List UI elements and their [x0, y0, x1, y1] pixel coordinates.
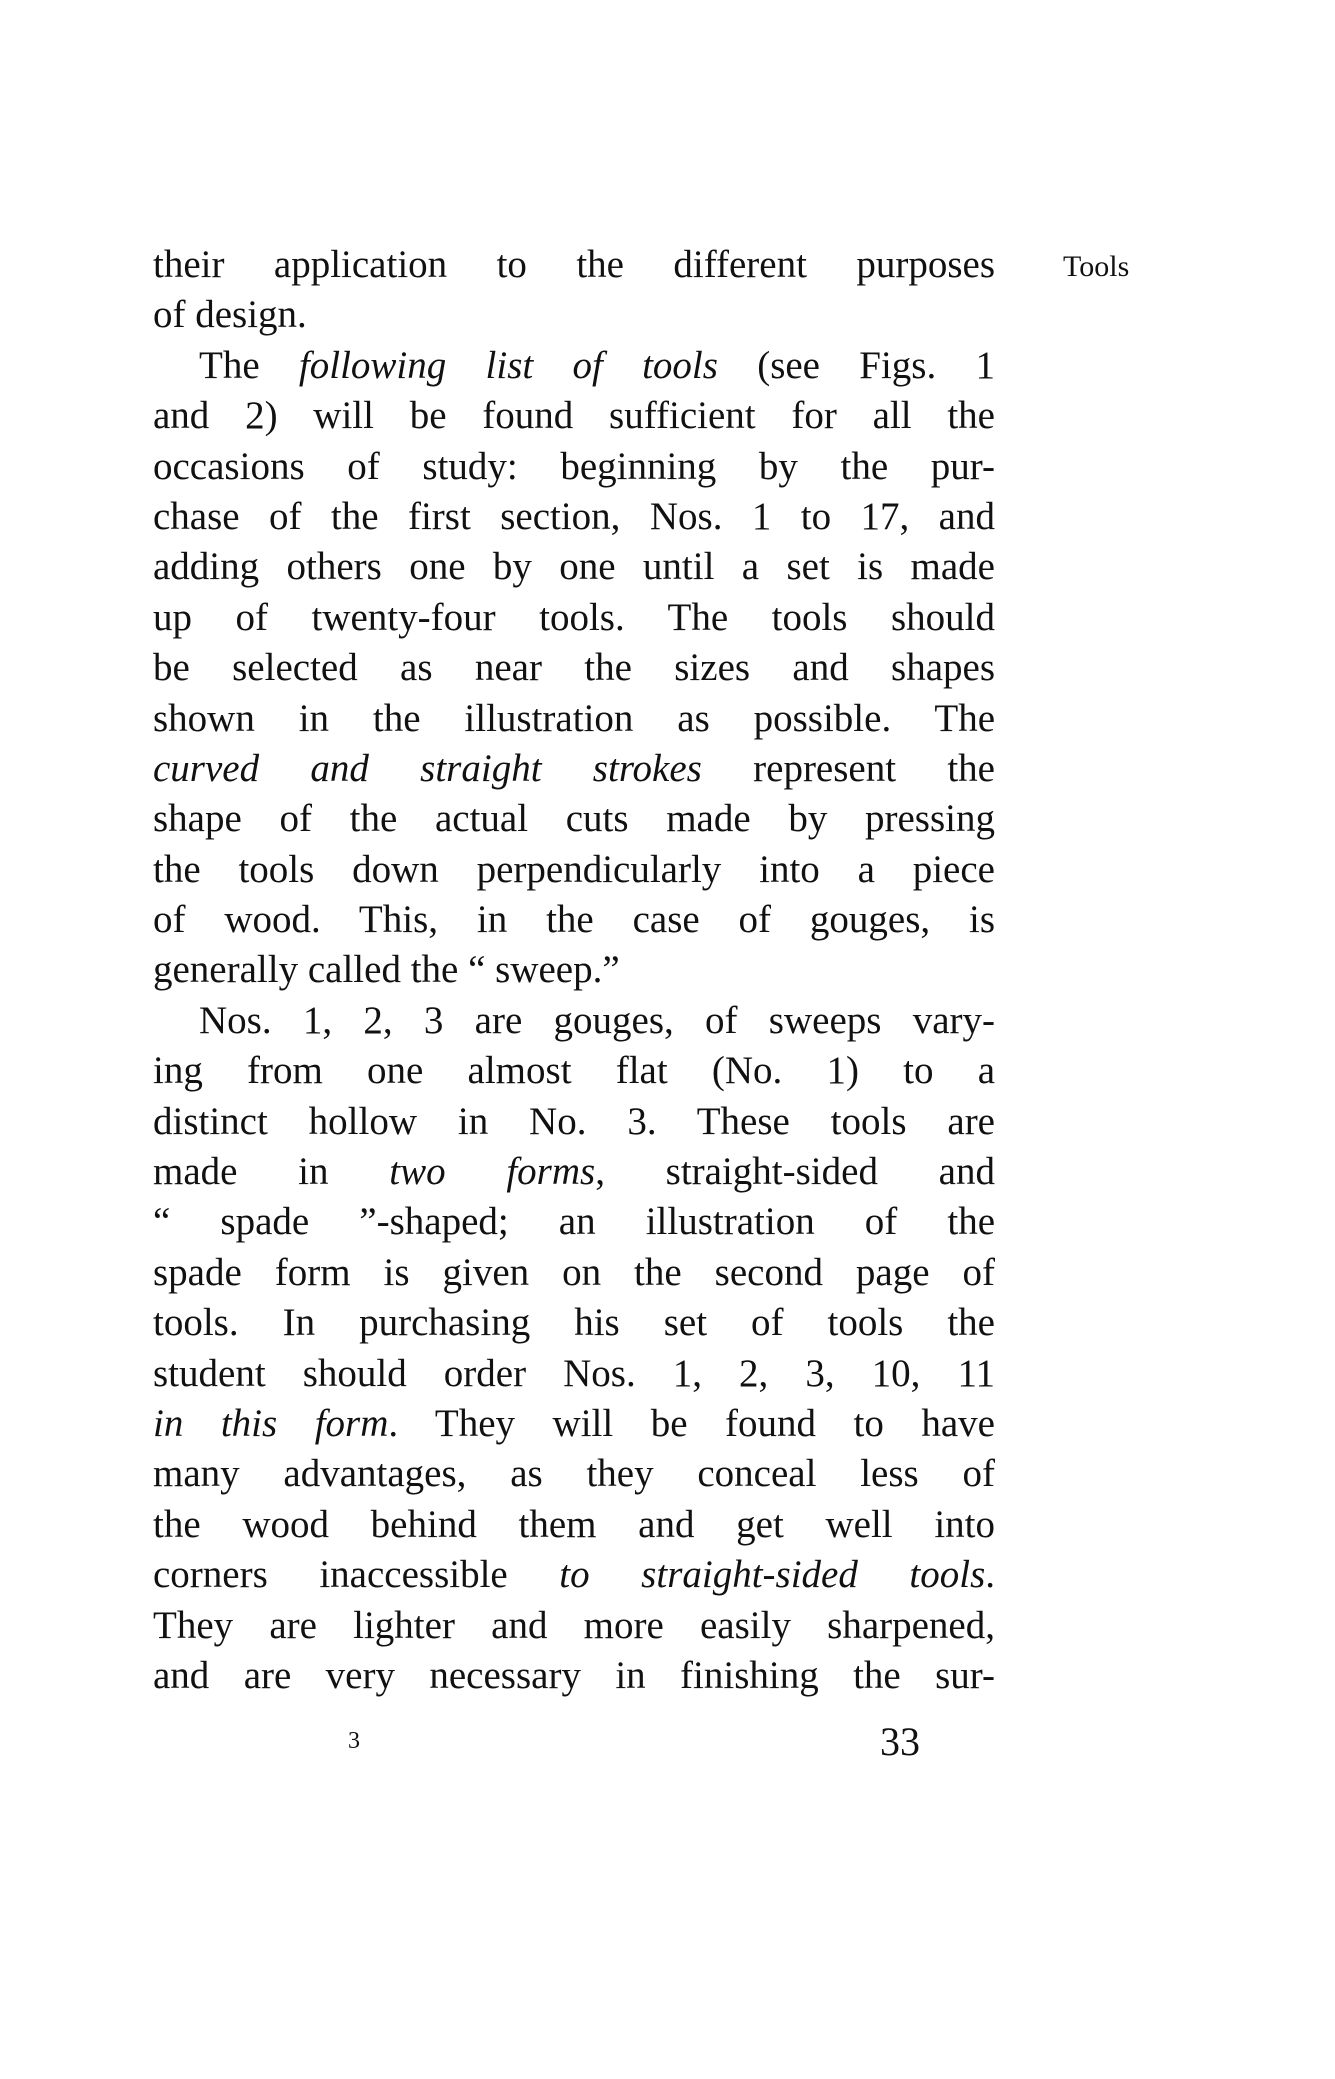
text-segment: . They will be found to have — [388, 1401, 995, 1445]
text-segment: and 2) will be found sufficient for all the — [153, 394, 995, 438]
text-segment: adding others one by one until a set is made — [153, 545, 995, 589]
text-segment: and are very necessary in finishing the sur- — [153, 1653, 995, 1697]
body-text — [153, 240, 995, 1701]
text-line — [153, 391, 995, 441]
margin-note: Tools — [1063, 250, 1130, 283]
signature-mark: 3 — [348, 1728, 360, 1754]
text-segment: spade form is given on the second page of — [153, 1250, 995, 1294]
text-segment: tools. In purchasing his set of tools the — [153, 1301, 995, 1345]
italic-text: two forms — [389, 1150, 596, 1194]
text-segment: be selected as near the sizes and shapes — [153, 646, 995, 690]
text-segment: ing from one almost flat (No. 1) to a — [153, 1049, 995, 1093]
text-line — [153, 845, 995, 895]
text-line — [153, 694, 995, 744]
italic-text: following list of tools — [298, 343, 718, 387]
text-line — [153, 1500, 995, 1550]
text-line — [153, 1449, 995, 1499]
text-line — [153, 1197, 995, 1247]
text-line — [153, 1248, 995, 1298]
text-line — [153, 492, 995, 542]
text-segment: student should order Nos. 1, 2, 3, 10, 11 — [153, 1351, 995, 1395]
page-number: 33 — [880, 1719, 920, 1764]
text-line — [153, 290, 995, 340]
text-segment: the tools down perpendicularly into a piece — [153, 847, 995, 891]
text-line — [153, 1399, 995, 1449]
text-segment: They are lighter and more easily sharpened, — [153, 1603, 995, 1647]
text-line — [153, 542, 995, 592]
text-segment: corners inaccessible — [153, 1553, 560, 1597]
text-line — [153, 1550, 995, 1600]
text-line — [153, 1349, 995, 1399]
text-line — [153, 1651, 995, 1701]
text-segment: up of twenty-four tools. The tools should — [153, 595, 995, 639]
text-line — [153, 945, 995, 995]
text-line — [153, 442, 995, 492]
text-line — [153, 1147, 995, 1197]
text-segment: the wood behind them and get well into — [153, 1502, 995, 1546]
text-segment: distinct hollow in No. 3. These tools are — [153, 1099, 995, 1143]
text-segment: , straight-sided and — [595, 1150, 995, 1194]
text-segment: “ spade ”-shaped; an illustration of the — [153, 1200, 995, 1244]
text-line — [153, 744, 995, 794]
text-line — [153, 895, 995, 945]
text-line — [153, 1097, 995, 1147]
text-segment: (see Figs. 1 — [717, 343, 995, 387]
text-line — [153, 341, 995, 391]
text-segment: of design. — [153, 293, 307, 337]
text-segment: chase of the first section, Nos. 1 to 17, and — [153, 494, 995, 538]
text-segment: . — [985, 1553, 996, 1597]
text-segment: made in — [153, 1150, 390, 1194]
text-line — [153, 643, 995, 693]
text-line — [153, 1046, 995, 1096]
text-segment: The — [199, 343, 299, 387]
text-segment: shape of the actual cuts made by pressing — [153, 797, 995, 841]
text-line — [153, 240, 995, 290]
text-segment: their application to the different purposes — [153, 243, 995, 286]
text-segment: shown in the illustration as possible. The — [153, 696, 995, 740]
text-segment: represent the — [701, 746, 995, 790]
text-line — [153, 1601, 995, 1651]
italic-text: to straight-sided tools — [559, 1553, 986, 1597]
italic-text: in this form — [153, 1401, 389, 1445]
text-line — [153, 1298, 995, 1348]
italic-text: curved and straight strokes — [153, 746, 702, 790]
text-segment: of wood. This, in the case of gouges, is — [153, 898, 995, 942]
text-line — [153, 593, 995, 643]
text-line — [153, 794, 995, 844]
text-segment: generally called the “ sweep.” — [153, 948, 620, 992]
text-segment: occasions of study: beginning by the pur- — [153, 444, 995, 488]
text-segment: Nos. 1, 2, 3 are gouges, of sweeps vary- — [199, 998, 995, 1042]
text-segment: many advantages, as they conceal less of — [153, 1452, 995, 1496]
text-line — [153, 996, 995, 1046]
